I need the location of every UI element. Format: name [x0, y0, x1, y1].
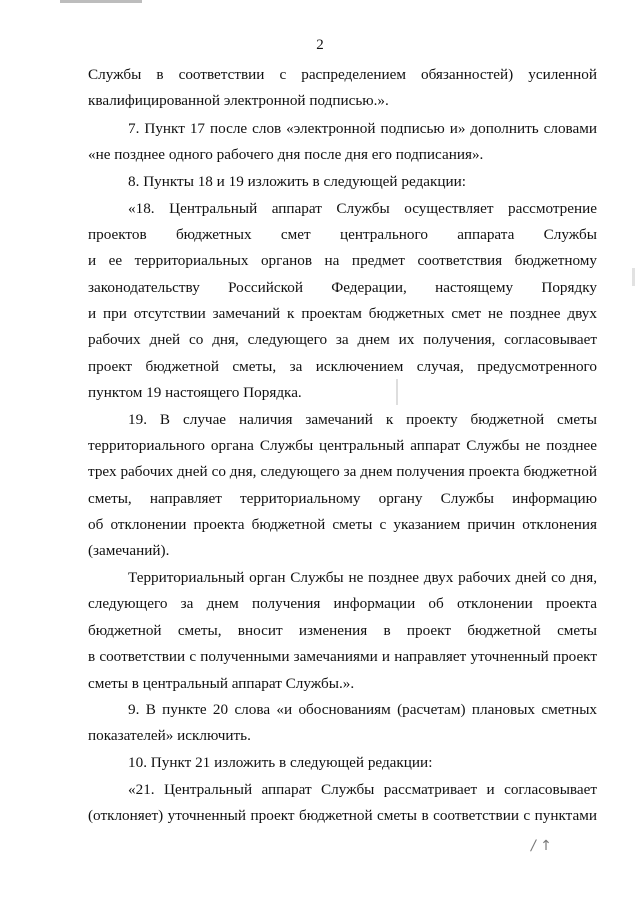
text-line: 19. В случае наличия замечаний к проекту бюджетной сметы	[128, 411, 597, 428]
text-line: законодательству Российской Федерации, настоящему Порядку	[88, 279, 597, 296]
text-line: бюджетной сметы, вносит изменения в проект бюджетной сметы	[88, 622, 597, 639]
page-number: 2	[316, 37, 324, 53]
text-line: территориального органа Службы центральный аппарат Службы не позднее	[88, 437, 597, 454]
text-line: «18. Центральный аппарат Службы осуществляет рассмотрение	[128, 200, 597, 217]
text-line: проект бюджетной сметы, за исключением случая, предусмотренного	[88, 358, 597, 375]
scan-artifact	[60, 0, 142, 3]
text-line: «21. Центральный аппарат Службы рассматривает и согласовывает	[128, 781, 597, 798]
text-line: Службы в соответствии с распределением обязанностей) усиленной	[88, 66, 597, 83]
text-line: 7. Пункт 17 после слов «электронной подписью и» дополнить словами	[128, 120, 597, 137]
text-line: трех рабочих дней со дня, следующего за днем получения проекта бюджетной	[88, 463, 597, 480]
text-line: проектов бюджетных смет центрального аппарата Службы	[88, 226, 597, 243]
text-line: «не позднее одного рабочего дня после дня его подписания».	[88, 146, 484, 163]
text-line: сметы, направляет территориальному органу Службы информацию	[88, 490, 597, 507]
text-line: и ее территориальных органов на предмет соответствия бюджетному	[88, 252, 597, 269]
text-line: рабочих дней со дня, следующего за днем их получения, согласовывает	[88, 331, 597, 348]
text-line: об отклонении проекта бюджетной сметы с указанием причин отклонения	[88, 516, 597, 533]
handwritten-initials: / ↑	[531, 838, 552, 854]
text-line: пунктом 19 настоящего Порядка.	[88, 384, 302, 401]
text-line: (замечаний).	[88, 542, 170, 559]
text-line: в соответствии с полученными замечаниями и направляет уточненный проект	[88, 648, 597, 665]
text-line: следующего за днем получения информации об отклонении проекта	[88, 595, 597, 612]
scan-artifact	[632, 268, 635, 286]
text-line: и при отсутствии замечаний к проектам бюджетных смет не позднее двух	[88, 305, 597, 322]
text-line: квалифицированной электронной подписью.».	[88, 92, 389, 109]
text-line: (отклоняет) уточненный проект бюджетной сметы в соответствии с пунктами	[88, 807, 597, 824]
text-line: 8. Пункты 18 и 19 изложить в следующей редакции:	[128, 173, 466, 190]
text-line: показателей» исключить.	[88, 727, 251, 744]
text-line: Территориальный орган Службы не позднее двух рабочих дней со дня,	[128, 569, 597, 586]
text-line: 9. В пункте 20 слова «и обоснованиям (расчетам) плановых сметных	[128, 701, 597, 718]
text-line: сметы в центральный аппарат Службы.».	[88, 675, 355, 692]
text-line: 10. Пункт 21 изложить в следующей редакции:	[128, 754, 433, 771]
